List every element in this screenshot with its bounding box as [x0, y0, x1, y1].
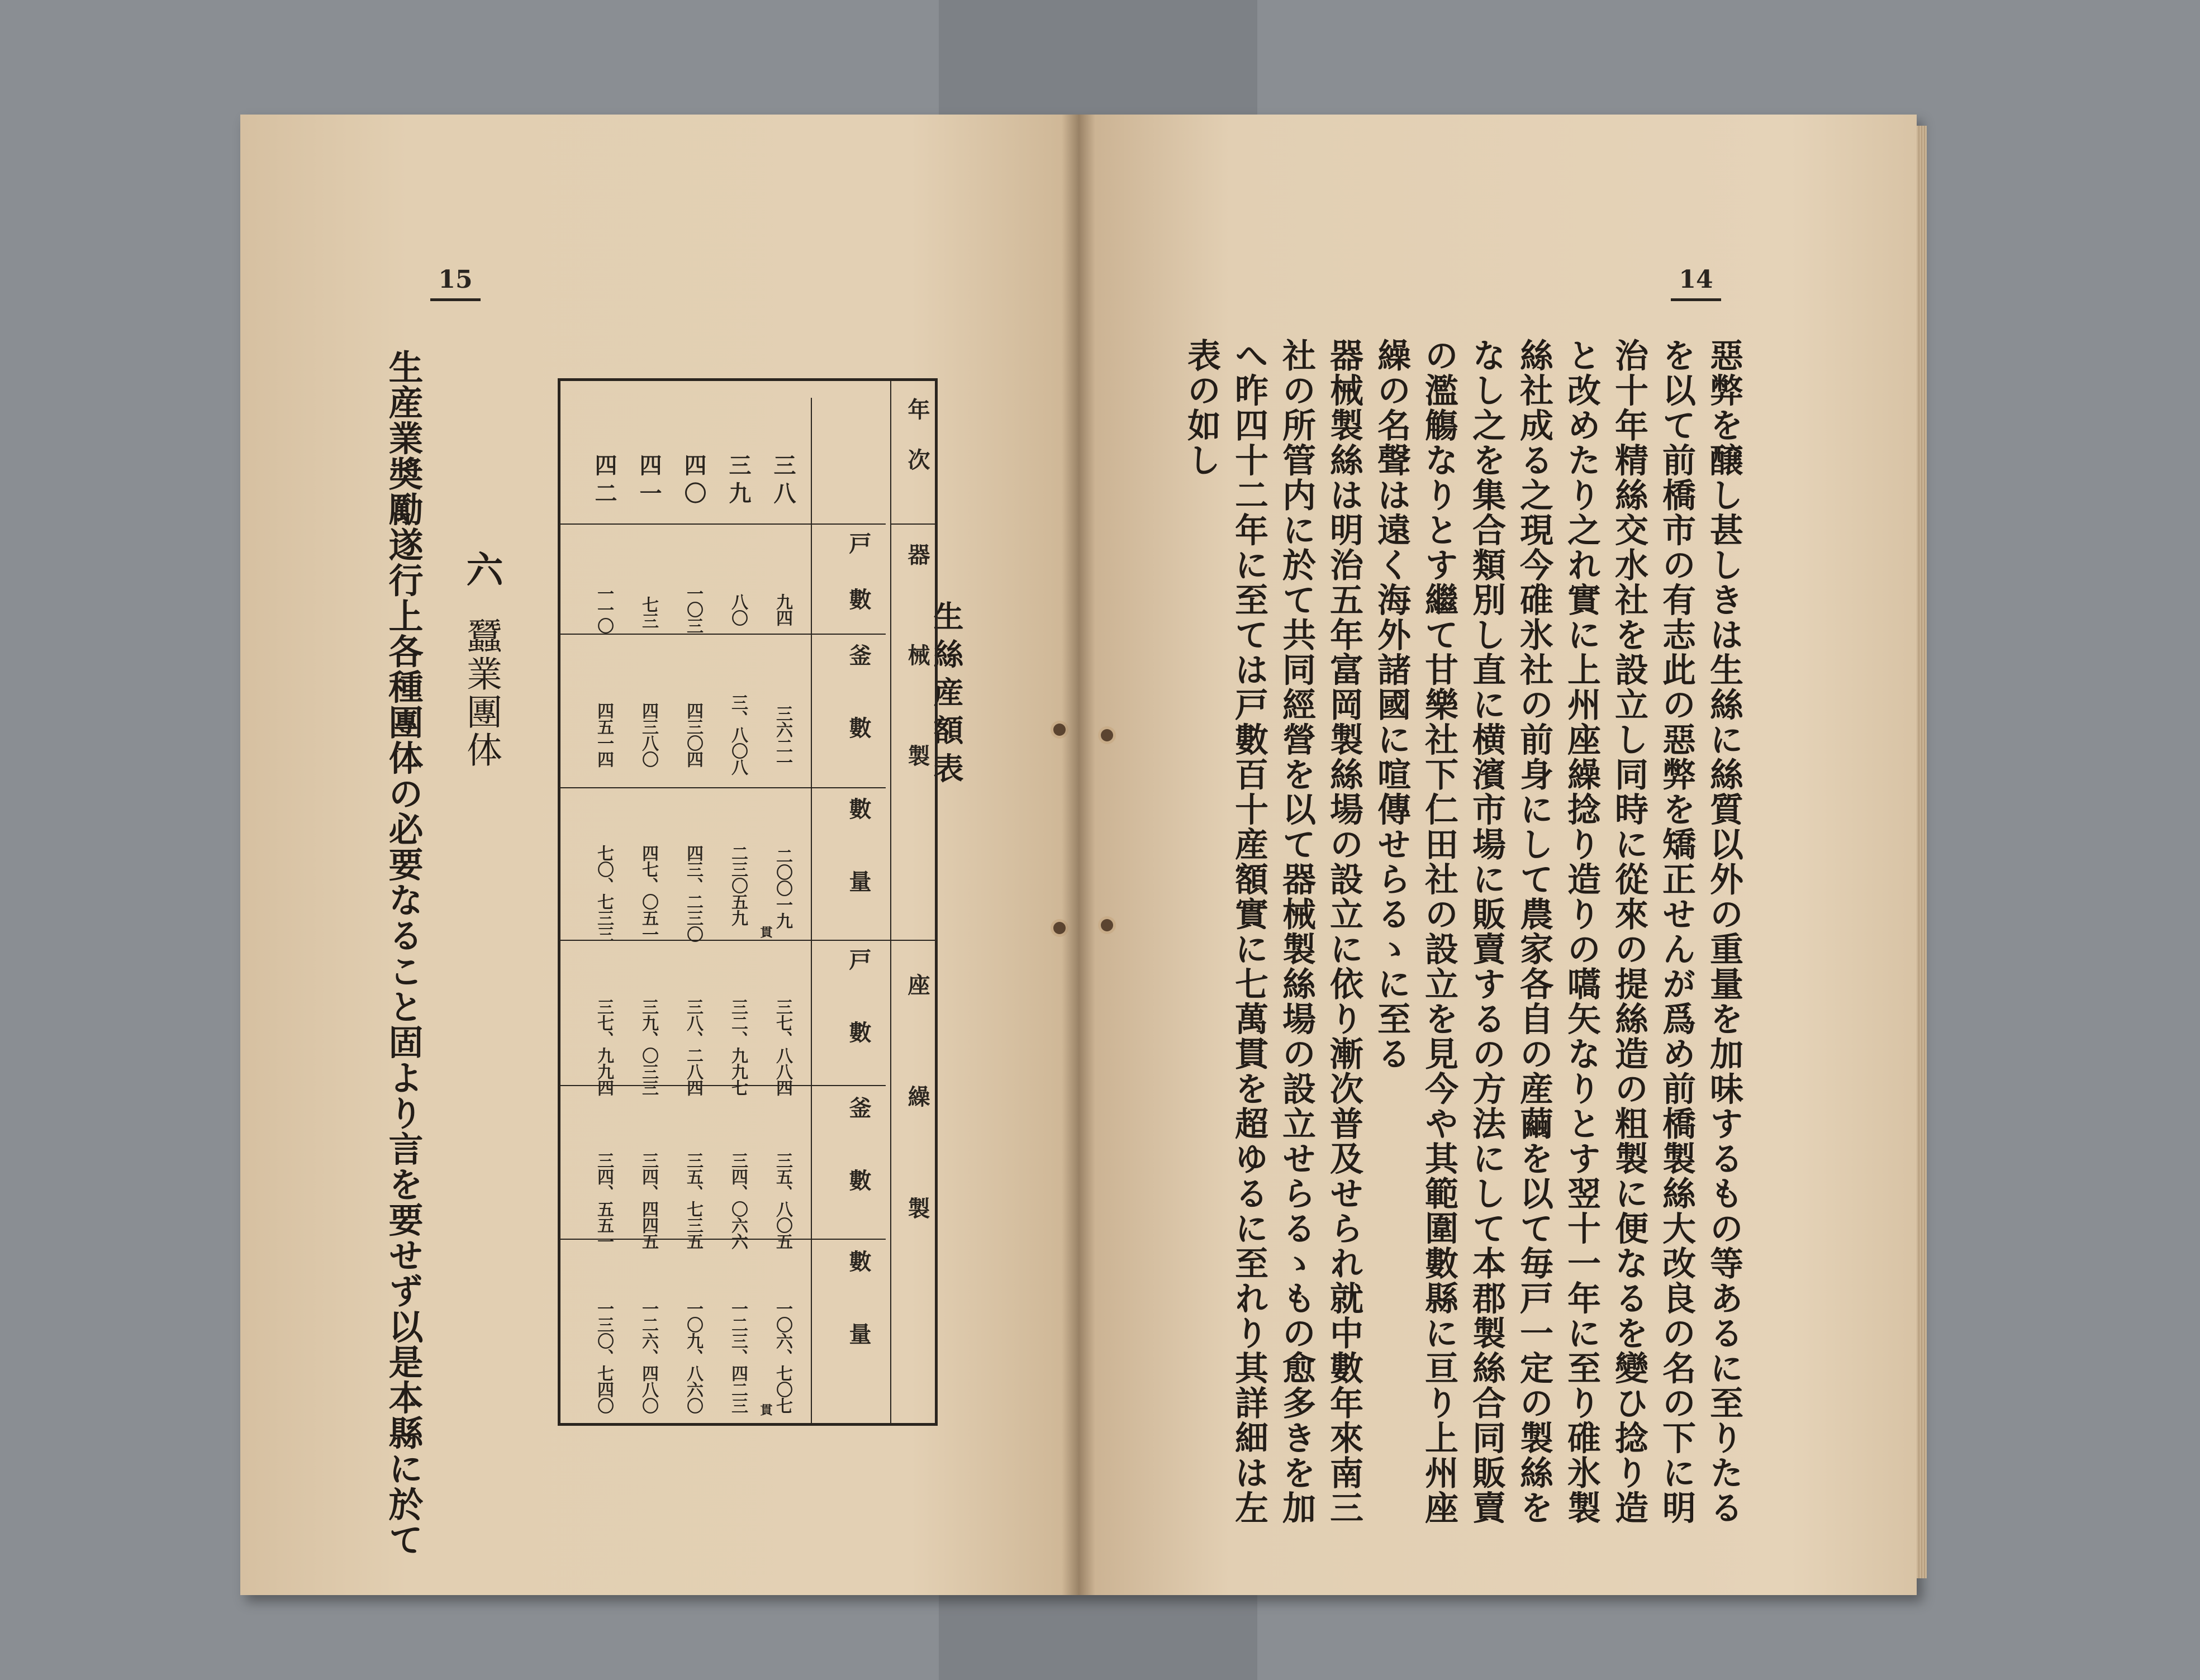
cell-machine-kettles: 四三〇四 — [683, 702, 703, 767]
cell-zaguri-households: 三二、九九七 — [728, 998, 748, 1096]
background-panel-top — [939, 0, 1257, 129]
cell-machine-volume: 二三〇五九 — [728, 845, 748, 926]
cell-machine-households: 一〇三 — [683, 585, 703, 634]
book-gutter — [1062, 115, 1095, 1595]
cell-machine-kettles: 四三八〇 — [639, 702, 658, 767]
body-column: なし之を集合類別し直に横濱市場に販賣するの方法にして本郡製絲合同販賣 — [1467, 338, 1506, 1525]
cell-machine-volume: 四七、〇五一 — [639, 845, 658, 942]
body-column: へ昨四十二年に至ては戸數百十産額實に七萬貫を超ゆるに至れり其詳細は左 — [1229, 338, 1268, 1525]
page-number-right: 14 — [1671, 265, 1721, 301]
section-title: 蠶業團体 — [460, 617, 502, 769]
cell-zaguri-households: 三九、〇三三 — [639, 998, 658, 1096]
cell-zaguri-volume: 一二三、四二三 — [728, 1300, 748, 1414]
header-group-zaguri: 座繰製 — [904, 973, 930, 1308]
body-column: 繰の名聲は遠く海外諸國に喧傳せらるゝに至る — [1372, 338, 1411, 1072]
row-year: 三九 — [725, 454, 752, 510]
body-column: 器械製絲は明治五年富岡製絲場の設立に依り漸次普及せられ就中數年來南三 — [1324, 338, 1363, 1525]
cell-zaguri-kettles: 三四、四四五 — [639, 1152, 658, 1249]
unit-kan: 貫 — [758, 1403, 773, 1416]
cell-machine-volume: 七〇、七三三 — [594, 845, 614, 942]
cell-zaguri-kettles: 三五、八〇五 — [773, 1152, 792, 1249]
body-column: と改めたり之れ實に上州座繰捻り造りの嚆矢なりとす翌十一年に至り碓氷製 — [1562, 338, 1601, 1525]
row-year: 四〇 — [681, 454, 707, 510]
page-edges — [1917, 126, 1927, 1578]
cell-machine-households: 七三 — [639, 596, 658, 629]
row-year: 四二 — [591, 454, 617, 510]
cell-zaguri-volume: 一二六、四八〇 — [639, 1300, 658, 1414]
table-title: 生絲産額表 — [929, 601, 964, 791]
background-panel-bottom — [939, 1587, 1257, 1680]
row-year: 三八 — [770, 454, 796, 510]
header-year: 年次 — [904, 398, 930, 498]
cell-zaguri-kettles: 三五、七三五 — [683, 1152, 703, 1249]
cell-zaguri-kettles: 三四、五五一 — [594, 1152, 614, 1249]
cell-machine-kettles: 四五一四 — [594, 702, 614, 767]
cell-machine-volume: 四三、二三〇 — [683, 845, 703, 942]
cell-machine-households: 一一〇 — [594, 585, 614, 634]
cell-zaguri-volume: 一〇六、七〇七 — [773, 1300, 792, 1414]
header-zaguri-households: 戸數 — [845, 948, 872, 1093]
cell-zaguri-volume: 一三〇、七四〇 — [594, 1300, 614, 1414]
open-book — [240, 115, 1917, 1595]
body-column: 社の所管内に於て共同經營を以て器械製絲場の設立せらるゝもの愈多きを加 — [1277, 338, 1316, 1525]
body-column: 治十年精絲交水社を設立し同時に從來の提絲造の粗製に便なるを變ひ捻り造 — [1609, 338, 1648, 1525]
right-page — [1078, 115, 1917, 1595]
cell-zaguri-households: 三八、二八四 — [683, 998, 703, 1096]
header-group-machine: 器械製 — [904, 543, 930, 845]
body-column: を以て前橋市の有志此の惡弊を矯正せんが爲め前橋製絲大改良の名の下に明 — [1657, 338, 1696, 1525]
left-body-text: 生産業奬勵遂行上各種團体の必要なること固より言を要せず以是本縣に於て — [383, 349, 424, 1558]
body-column: の濫觴なりとす繼て甘樂社下仁田社の設立を見今や其範圍數縣に亘り上州座 — [1419, 338, 1458, 1525]
header-zaguri-volume: 數量 — [845, 1250, 872, 1395]
body-column: 絲社成る之現今碓氷社の前身にして農家各自の産繭を以て毎戸一定の製絲を — [1514, 338, 1553, 1525]
cell-zaguri-volume: 一〇九、八六〇 — [683, 1300, 703, 1414]
unit-kan: 貫 — [758, 926, 773, 938]
page-number-left: 15 — [430, 265, 481, 301]
cell-machine-kettles: 三、八〇八 — [728, 694, 748, 775]
cell-zaguri-households: 三七、八八四 — [773, 998, 792, 1096]
body-column: 惡弊を醸し甚しきは生絲に絲質以外の重量を加味するもの等あるに至りたる — [1704, 338, 1743, 1525]
body-column: 表の如し — [1182, 338, 1221, 478]
header-machine-volume: 數量 — [845, 797, 872, 943]
left-page — [240, 115, 1078, 1595]
row-year: 四一 — [636, 454, 662, 510]
header-zaguri-kettles: 釜數 — [845, 1096, 872, 1241]
cell-machine-households: 九四 — [773, 593, 792, 626]
cell-zaguri-kettles: 三四、〇六六 — [728, 1152, 748, 1249]
cell-zaguri-households: 三七、九九四 — [594, 998, 614, 1096]
production-table — [558, 378, 938, 1426]
cell-machine-households: 八〇 — [728, 593, 748, 626]
cell-machine-volume: 二〇〇一九 — [773, 848, 792, 929]
header-machine-households: 戸數 — [845, 532, 872, 644]
header-machine-kettles: 釜數 — [845, 644, 872, 789]
cell-machine-kettles: 三六二一 — [773, 705, 792, 770]
section-number: 六 — [460, 550, 503, 587]
